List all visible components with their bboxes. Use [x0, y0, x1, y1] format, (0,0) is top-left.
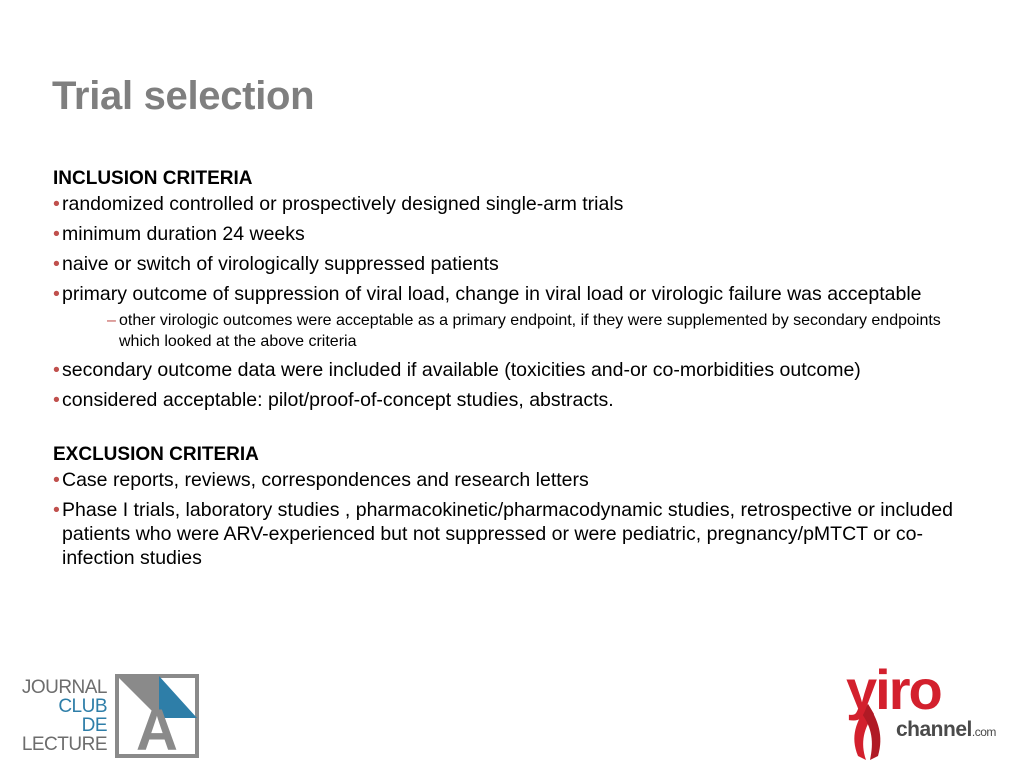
inclusion-heading: INCLUSION CRITERIA — [53, 168, 253, 189]
bullet-icon: • — [53, 253, 60, 275]
viro-channel-logo — [838, 656, 1018, 764]
slide-title: Trial selection — [52, 74, 315, 118]
inclusion-item — [53, 358, 963, 382]
inclusion-item-text: minimum duration 24 weeks — [62, 223, 305, 245]
bullet-icon: • — [53, 223, 60, 245]
bullet-icon: • — [53, 283, 60, 305]
journal-club-logo-line: JOURNAL — [21, 677, 107, 698]
exclusion-item — [53, 498, 963, 570]
journal-club-logo-line: CLUB — [58, 696, 107, 717]
dash-icon: – — [107, 312, 116, 329]
inclusion-item — [53, 388, 963, 412]
viro-wordmark: yiro — [846, 658, 941, 721]
inclusion-sub-item-text: other virologic outcomes were acceptable as a primary endpoint, if they were supplemented by secondary endpoints which looked at the above criteria — [119, 312, 941, 350]
bullet-icon: • — [53, 469, 60, 491]
journal-club-letter: A — [136, 698, 178, 758]
channel-tld: .com — [971, 725, 996, 739]
inclusion-item-text: naive or switch of virologically suppressed patients — [62, 253, 499, 275]
exclusion-item-text: Phase I trials, laboratory studies , pharmacokinetic/pharmacodynamic studies, retrospective or included patients who were ARV-experienced but not suppressed or were pediatric, pregnancy/pMTCT or co-infection studies — [62, 499, 953, 569]
section-spacer — [53, 418, 963, 442]
journal-club-logo-line: DE — [81, 715, 107, 736]
inclusion-item-text: secondary outcome data were included if available (toxicities and-or co-morbidities outcome) — [62, 359, 861, 381]
inclusion-item-text: considered acceptable: pilot/proof-of-concept studies, abstracts. — [62, 389, 614, 411]
bullet-icon: • — [53, 389, 60, 411]
inclusion-item — [53, 252, 963, 276]
exclusion-item-text: Case reports, reviews, correspondences and research letters — [62, 469, 589, 491]
inclusion-sub-item — [109, 310, 963, 352]
journal-club-logo — [12, 672, 202, 762]
slide-body — [53, 166, 963, 576]
bullet-icon: • — [53, 359, 60, 381]
exclusion-heading: EXCLUSION CRITERIA — [53, 444, 259, 465]
bullet-icon: • — [53, 193, 60, 215]
bullet-icon: • — [53, 499, 60, 521]
channel-text: channel — [896, 718, 972, 741]
journal-club-logo-line: LECTURE — [21, 734, 107, 755]
exclusion-item — [53, 468, 963, 492]
inclusion-item — [53, 192, 963, 216]
journal-club-a-icon — [115, 674, 199, 758]
inclusion-item — [53, 222, 963, 246]
inclusion-item-text: primary outcome of suppression of viral load, change in viral load or virologic failure was acceptable — [62, 283, 922, 305]
inclusion-item-text: randomized controlled or prospectively designed single-arm trials — [62, 193, 624, 215]
inclusion-item — [53, 282, 963, 306]
channel-wordmark — [896, 718, 996, 744]
